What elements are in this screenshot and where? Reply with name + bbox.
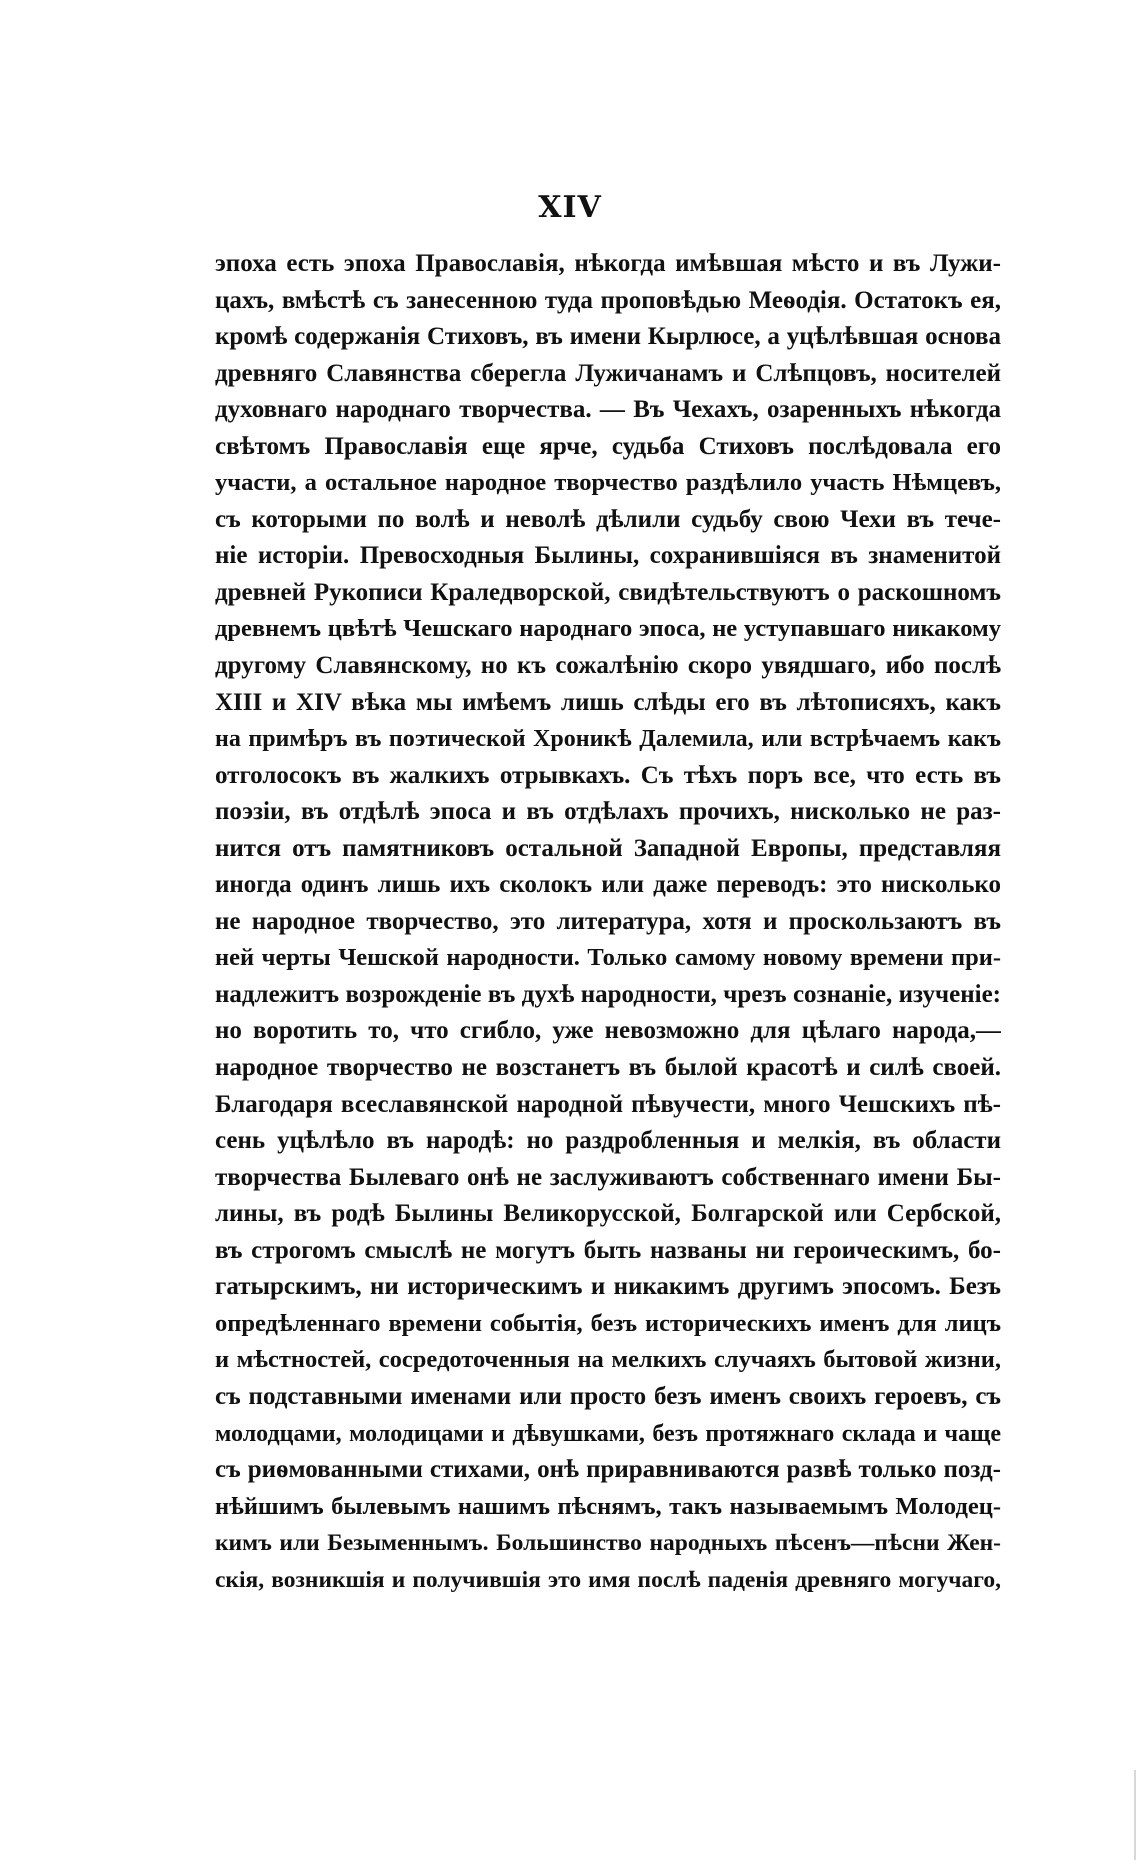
text-line: нится отъ памятниковъ остальной Западной Европы, представляя bbox=[215, 834, 1001, 862]
text-line: отголосокъ въ жалкихъ отрывкахъ. Съ тѣхъ поръ все, что есть въ bbox=[215, 761, 1001, 789]
text-line: народное творчество не возстанетъ въ былой красотѣ и силѣ своей. bbox=[215, 1054, 1001, 1082]
text-line: кимъ или Безыменнымъ. Большинство народныхъ пѣсенъ—пѣсни Жен- bbox=[215, 1530, 1001, 1557]
text-line: съ риѳмованными стихами, онѣ приравниваются развѣ только позд- bbox=[215, 1456, 1001, 1484]
text-line: съ подставными именами или просто безъ именъ своихъ героевъ, съ bbox=[215, 1382, 1001, 1410]
text-line: древнемъ цвѣтѣ Чешскаго народнаго эпоса, не уступавшаго никакому bbox=[215, 615, 1001, 643]
text-line: гатырскимъ, ни историческимъ и никакимъ другимъ эпосомъ. Безъ bbox=[215, 1273, 1001, 1301]
text-line: въ строгомъ смыслѣ не могутъ быть названы ни героическимъ, бо- bbox=[215, 1236, 1001, 1264]
text-line: сень уцѣлѣло въ народѣ: но раздробленныя и мелкія, въ области bbox=[215, 1127, 1001, 1155]
text-line: духовнаго народнаго творчества. — Въ Чехахъ, озаренныхъ нѣкогда bbox=[215, 396, 1001, 424]
text-line: съ которыми по волѣ и неволѣ дѣлили судьбу свою Чехи въ тече- bbox=[215, 505, 1001, 533]
text-line: творчества Былеваго онѣ не заслуживаютъ собственнаго имени Бы- bbox=[215, 1163, 1001, 1191]
text-line: кромѣ содержанія Стиховъ, въ имени Кырлюсе, а уцѣлѣвшая основа bbox=[215, 323, 1001, 351]
text-line: и мѣстностей, сосредоточенныя на мелкихъ случаяхъ бытовой жизни, bbox=[215, 1346, 1001, 1374]
text-line: опредѣленнаго времени событія, безъ историческихъ именъ для лицъ bbox=[215, 1309, 1001, 1337]
text-line: Благодаря всеславянской народной пѣвучести, много Чешскихъ пѣ- bbox=[215, 1090, 1001, 1118]
body-text bbox=[215, 246, 1001, 1598]
text-line: древняго Славянства сберегла Лужичанамъ и Слѣпцовъ, носителей bbox=[215, 359, 1001, 387]
text-line: цахъ, вмѣстѣ съ занесенною туда проповѣдью Меѳодія. Остатокъ ея, bbox=[215, 286, 1001, 314]
text-line: скія, возникшія и получившія это имя послѣ паденія древняго могучаго, bbox=[215, 1566, 1001, 1593]
text-line: на примѣръ въ поэтической Хроникѣ Далемила, или встрѣчаемъ какъ bbox=[215, 726, 1001, 753]
text-line: древней Рукописи Краледворской, свидѣтельствуютъ о раскошномъ bbox=[215, 578, 1001, 606]
text-line: надлежитъ возрожденіе въ духѣ народности, чрезъ сознаніе, изученіе: bbox=[215, 980, 1001, 1008]
text-line: иногда одинъ лишь ихъ сколокъ или даже переводъ: это нисколько bbox=[215, 871, 1001, 899]
text-line: но воротить то, что сгибло, уже невозможно для цѣлаго народа,— bbox=[215, 1017, 1001, 1045]
text-line: XIII и XIV вѣка мы имѣемъ лишь слѣды его въ лѣтописяхъ, какъ bbox=[215, 688, 1001, 716]
text-line: участи, а остальное народное творчество раздѣлило участь Нѣмцевъ, bbox=[215, 469, 1001, 497]
text-line: другому Славянскому, но къ сожалѣнію скоро увядшаго, ибо послѣ bbox=[215, 652, 1001, 680]
text-line: свѣтомъ Православія еще ярче, судьба Стиховъ послѣдовала его bbox=[215, 432, 1001, 460]
scan-edge-mark bbox=[1134, 1770, 1136, 1860]
text-line: молодцами, молодицами и дѣвушками, безъ протяжнаго склада и чаще bbox=[215, 1420, 1001, 1447]
text-line: лины, въ родѣ Былины Великорусской, Болгарской или Сербской, bbox=[215, 1200, 1001, 1228]
text-line: ней черты Чешской народности. Только самому новому времени при- bbox=[215, 944, 1001, 972]
page-number: XIV bbox=[538, 190, 602, 225]
text-line: ніе исторіи. Превосходныя Былины, сохранившіяся въ знаменитой bbox=[215, 542, 1001, 570]
text-line: не народное творчество, это литература, хотя и проскользаютъ въ bbox=[215, 907, 1001, 935]
text-line: поэзіи, въ отдѣлѣ эпоса и въ отдѣлахъ прочихъ, нисколько не раз- bbox=[215, 798, 1001, 826]
text-line: нѣйшимъ былевымъ нашимъ пѣснямъ, такъ называемымъ Молодец- bbox=[215, 1492, 1001, 1520]
text-line: эпоха есть эпоха Православія, нѣкогда имѣвшая мѣсто и въ Лужи- bbox=[215, 250, 1001, 277]
